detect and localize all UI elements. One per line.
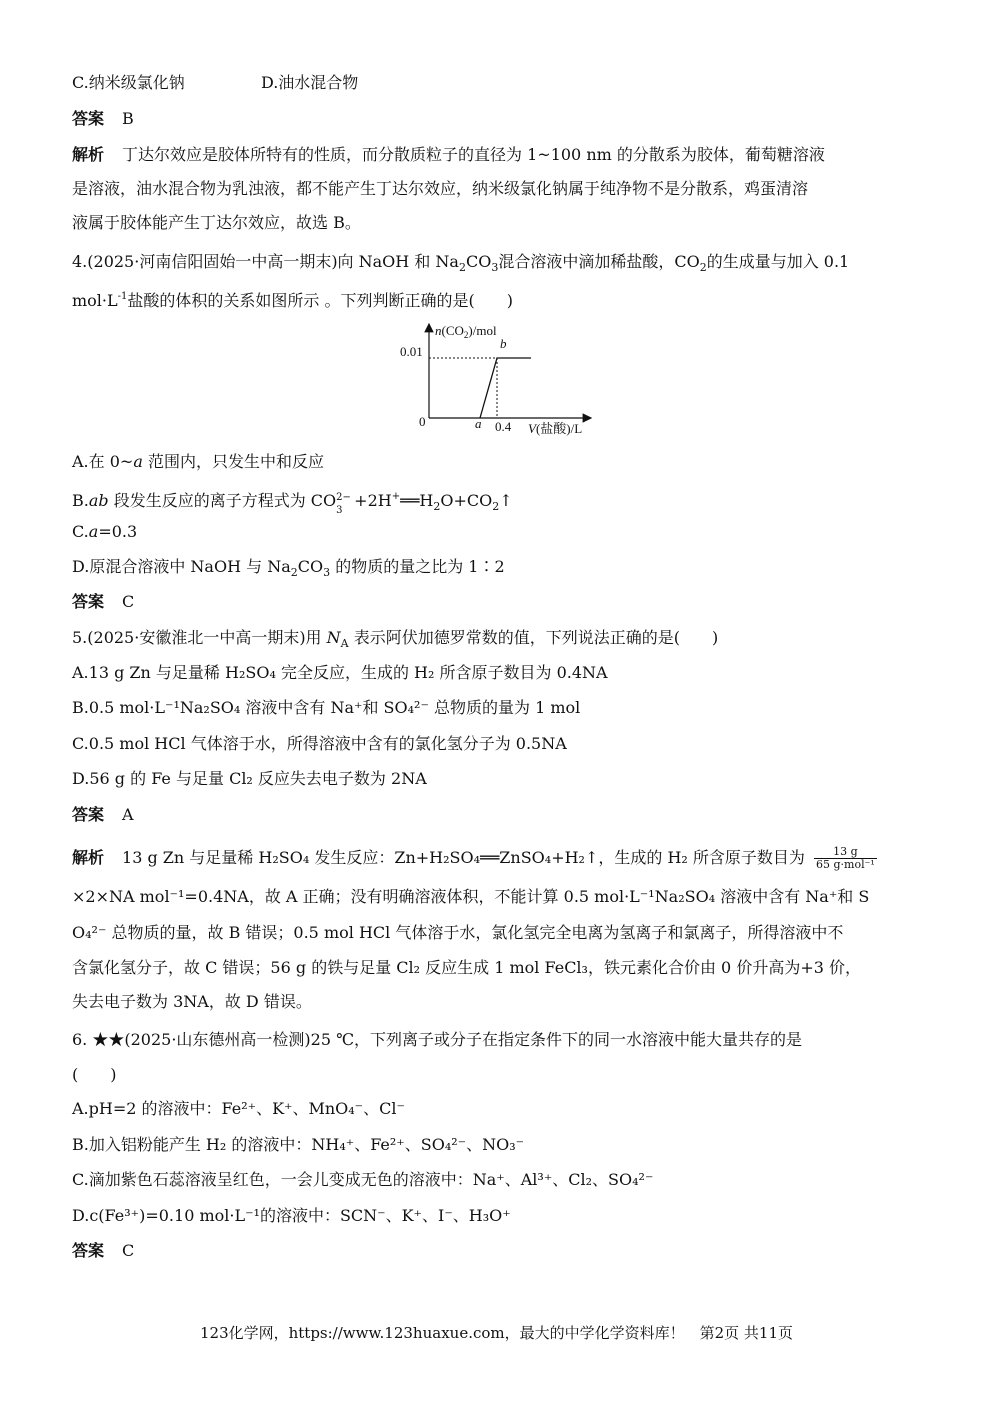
option-text: +2H [354, 491, 392, 510]
y-axis-label: $n(CO_2)$/mol [435, 323, 497, 340]
q3-answer [72, 108, 913, 130]
q4-stem-text: CO [465, 252, 492, 271]
q3-option-c: C.纳米级氯化钠 [72, 73, 185, 92]
q4-stem-text: 4.(2025·河南信阳固始一中高一期末)向 NaOH 和 Na [72, 252, 459, 271]
option-text: ══H [400, 491, 434, 510]
q6-stem-line-2: ( ) [72, 1065, 117, 1084]
q3-analysis-line-2: 是溶液，油水混合物为乳浊液，都不能产生丁达尔效应，纳米级氯化钠属于纯净物不是分散系，鸡蛋清溶 [72, 179, 809, 198]
fraction-denominator: 65 g·mol⁻¹ [816, 858, 875, 871]
q6-option-d: D.c(Fe³⁺)=0.10 mol·L⁻¹的溶液中：SCN⁻、K⁺、I⁻、H₃O⁺ [72, 1206, 511, 1225]
q5-analysis-line-5: 失去电子数为 3NA，故 D 错误。 [72, 992, 312, 1011]
q5-answer [72, 804, 913, 826]
q3-options [72, 72, 913, 94]
q5-option-c: C.0.5 mol HCl 气体溶于水，所得溶液中含有的氯化氢分子为 0.5NA [72, 734, 567, 753]
analysis-label: 解析 [72, 145, 105, 164]
q6-option-b: B.加入铝粉能产生 H₂ 的溶液中：NH₄⁺、Fe²⁺、SO₄²⁻、NO₃⁻ [72, 1135, 525, 1154]
answer-label: 答案 [72, 592, 105, 611]
option-var: ab [88, 491, 109, 510]
q5-analysis-line-4: 含氯化氢分子，故 C 错误；56 g 的铁与足量 Cl₂ 反应生成 1 mol FeCl₃，铁元素化合价由 0 价升高为+3 价， [72, 958, 861, 977]
option-text: D.原混合溶液中 NaOH 与 Na [72, 557, 291, 576]
q4-answer [72, 591, 913, 613]
q3-option-d: D.油水混合物 [260, 73, 359, 92]
answer-value: A [122, 805, 134, 824]
option-text: 的物质的量之比为 1∶2 [330, 557, 505, 576]
q4-stem-text: 混合溶液中滴加稀盐酸，CO [498, 252, 700, 271]
q4-stem-text: 盐酸的体积的关系如图所示 。下列判断正确的是( ) [127, 291, 513, 310]
q4-stem-text: 的生成量与加入 0.1 [706, 252, 850, 271]
answer-value: C [122, 1241, 135, 1260]
q5-stem [72, 627, 913, 655]
option-text: B. [72, 491, 89, 510]
y-tick-label: 0.01 [400, 344, 423, 359]
point-a-label: a [475, 416, 482, 431]
q5-analysis-line-1 [72, 846, 913, 871]
co2-volume-chart [395, 318, 595, 442]
option-text: C. [72, 522, 89, 541]
answer-label: 答案 [72, 109, 105, 128]
q4-option-a [72, 451, 913, 473]
q3-analysis-line-3: 液属于胶体能产生丁达尔效应，故选 B。 [72, 213, 361, 232]
q6-option-a: A.pH=2 的溶液中：Fe²⁺、K⁺、MnO₄⁻、Cl⁻ [72, 1099, 405, 1118]
option-text: 段发生反应的离子方程式为 CO [108, 491, 337, 510]
option-var: a [133, 452, 143, 471]
answer-value: C [122, 592, 135, 611]
page-footer[interactable]: 123化学网，https://www.123huaxue.com，最大的中学化学资料库！ 第2页 共11页 [199, 1324, 794, 1342]
option-text: CO [297, 557, 324, 576]
option-var: a [88, 522, 99, 541]
q5-stem-text: 表示阿伏加德罗常数的值，下列说法正确的是( ) [348, 628, 719, 647]
q5-stem-sub: A [340, 637, 349, 650]
option-text: ↑ [499, 491, 513, 510]
q5-option-d: D.56 g 的 Fe 与足量 Cl₂ 反应失去电子数为 2NA [72, 769, 427, 788]
option-text: =0.3 [98, 522, 138, 541]
q4-stem-text: mol·L [72, 291, 118, 310]
q4-stem-line-2: $mol\cdot L^{-1}$盐酸的体积的关系如图所示 。下列判断正确的是( ) [72, 291, 513, 310]
option-text: O+CO [440, 491, 493, 510]
x-tick-label: 0.4 [495, 419, 512, 434]
origin-label: 0 [419, 414, 426, 429]
analysis-label: 解析 [72, 848, 105, 867]
q5-option-b: B.0.5 mol·L⁻¹Na₂SO₄ 溶液中含有 Na⁺和 SO₄²⁻ 总物质的量为 1 mol [72, 698, 581, 717]
fraction-numerator: 13 g [814, 846, 877, 859]
option-text: 范围内，只发生中和反应 [142, 452, 324, 471]
q4-option-c [72, 521, 913, 543]
point-b-label: b [500, 336, 507, 351]
fraction [814, 846, 877, 871]
q5-stem-var: N [326, 628, 341, 647]
q4-option-b: B.ab 段发生反应的离子方程式为 CO 2− 3 $+2H^+══H_2O+CO_2↑$ [72, 491, 513, 516]
analysis-text: 13 g Zn 与足量稀 H₂SO₄ 发生反应：Zn+H₂SO₄══ZnSO₄+H₂↑，生成的 H₂ 所含原子数目为 [122, 848, 805, 867]
q4-stem-line-1: 4.(2025·河南信阳固始一中高一期末)向 NaOH 和 $Na_2CO_3$混合溶液中滴加稀盐酸，$CO_2$的生成量与加入 0.1 [72, 252, 850, 274]
answer-value: B [122, 109, 134, 128]
q6-answer [72, 1240, 913, 1262]
q5-analysis-line-3: O₄²⁻ 总物质的量，故 B 错误；0.5 mol HCl 气体溶于水，氯化氢完全电离为氢离子和氯离子，所得溶液中不 [72, 923, 844, 942]
q6-option-c: C.滴加紫色石蕊溶液呈红色，一会儿变成无色的溶液中：Na⁺、Al³⁺、Cl₂、SO₄²⁻ [72, 1170, 654, 1189]
answer-label: 答案 [72, 1241, 105, 1260]
q5-stem-text: 5.(2025·安徽淮北一中高一期末)用 [72, 628, 327, 647]
q5-analysis-line-2: ×2×NA mol⁻¹=0.4NA，故 A 正确；没有明确溶液体积，不能计算 0.5 mol·L⁻¹Na₂SO₄ 溶液中含有 Na⁺和 S [72, 887, 870, 906]
q6-stem-line-1: 6. ★★(2025·山东德州高一检测)25 ℃，下列离子或分子在指定条件下的同一水溶液中能大量共存的是 [72, 1030, 802, 1049]
co2-series-line [480, 358, 531, 418]
option-text: A.在 0~ [72, 452, 134, 471]
q4-option-d: D.原混合溶液中 NaOH 与 $Na_2CO_3$ 的物质的量之比为 1∶2 [72, 557, 505, 579]
q3-analysis-line-1 [72, 144, 913, 166]
x-axis-label: V(盐酸)/L [528, 421, 583, 436]
q5-option-a: A.13 g Zn 与足量稀 H₂SO₄ 完全反应，生成的 H₂ 所含原子数目为 0.4NA [72, 663, 608, 682]
analysis-text: 丁达尔效应是胶体所特有的性质，而分散质粒子的直径为 1~100 nm 的分散系为胶体，葡萄糖溶液 [122, 145, 825, 164]
answer-label: 答案 [72, 805, 105, 824]
